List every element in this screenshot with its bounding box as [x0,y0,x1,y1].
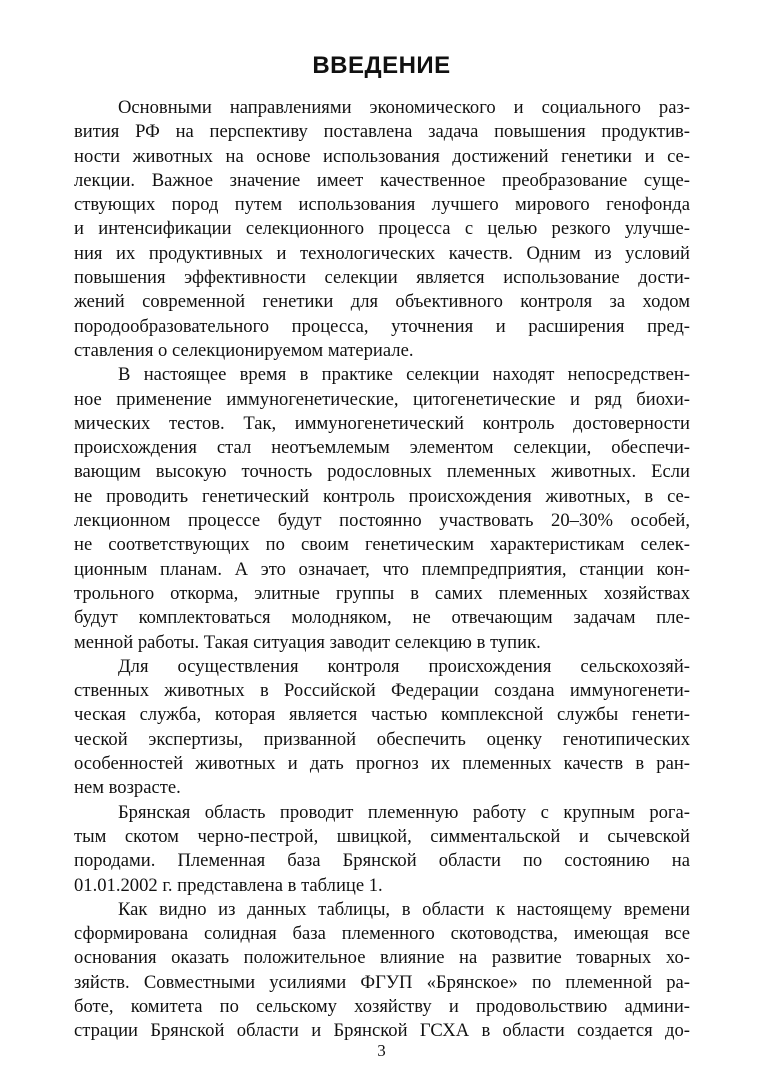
text-line: основания оказать положительное влияние на развитие товарных хо- [74,947,690,969]
text-line: не проводить генетический контроль происхождения животных, в се- [74,485,690,507]
paragraph [74,363,690,655]
text-line: Для осуществления контроля происхождения сельскохозяй- [118,655,690,677]
text-line: ственных животных в Российской Федерации создана иммуногенети- [74,680,690,702]
text-line: ционным планам. А это означает, что племпредприятия, станции кон- [74,558,690,580]
text-line: Как видно из данных таблицы, в области к настоящему времени [118,898,690,920]
page-title: ВВЕДЕНИЕ [312,52,451,79]
text-line: ствующих пород путем использования лучшего мирового генофонда [74,194,690,216]
text-line: ности животных на основе использования достижений генетики и се- [74,145,690,167]
text-line: вития РФ на перспективу поставлена задача повышения продуктив- [74,121,690,143]
text-line: мических тестов. Так, иммуногенетический контроль достоверности [74,412,690,434]
text-line: вающим высокую точность родословных племенных животных. Если [74,461,690,483]
text-line: сформирована солидная база племенного скотоводства, имеющая все [74,923,690,945]
paragraph [74,898,690,1044]
paragraph [74,801,690,898]
text-line: происхождения стал неотъемлемым элементом селекции, обеспечи- [74,437,690,459]
text-line: породообразовательного процесса, уточнения и расширения пред- [74,315,690,337]
text-line: В настоящее время в практике селекции находят непосредствен- [118,364,690,386]
text-line: тым скотом черно-пестрой, швицкой, симментальской и сычевской [74,825,690,847]
text-line: жений современной генетики для объективного контроля за ходом [74,291,690,313]
text-line: породами. Племенная база Брянской области по состоянию на [74,850,690,872]
text-line: не соответствующих по своим генетическим характеристикам селек- [74,534,690,556]
text-line: лекции. Важное значение имеет качественное преобразование суще- [74,169,690,191]
text-line: ставления о селекционируемом материале. [74,339,414,361]
text-line: Брянская область проводит племенную работу с крупным рога- [118,801,690,823]
body-text [74,96,690,1044]
text-line: ческой экспертизы, призванной обеспечить оценку генотипических [74,728,690,750]
paragraph [74,655,690,801]
text-line: ния их продуктивных и технологических качеств. Одним из условий [74,242,690,264]
page-number: 3 [377,1041,386,1060]
text-line: страции Брянской области и Брянской ГСХА в области создается до- [74,1020,690,1042]
text-line: нем возрасте. [74,777,181,799]
text-line: особенностей животных и дать прогноз их племенных качеств в ран- [74,753,690,775]
text-line: ческая служба, которая является частью комплексной службы генети- [74,704,690,726]
text-line: трольного откорма, элитные группы в самих племенных хозяйствах [74,582,690,604]
text-line: лекционном процессе будут постоянно участвовать 20–30% особей, [74,510,690,532]
text-line: боте, комитета по сельскому хозяйству и продовольствию админи- [74,995,690,1017]
text-line: повышения эффективности селекции является использование дости- [74,267,690,289]
paragraph [74,96,690,363]
text-line: и интенсификации селекционного процесса с целью резкого улучше- [74,218,690,240]
text-line: Основными направлениями экономического и социального раз- [118,97,690,118]
text-line: ное применение иммуногенетические, цитогенетические и ряд биохи- [74,388,690,410]
text-line: менной работы. Такая ситуация заводит селекцию в тупик. [74,631,541,653]
text-line: зяйств. Совместными усилиями ФГУП «Брянское» по племенной ра- [74,971,690,993]
text-line: 01.01.2002 г. представлена в таблице 1. [74,874,383,896]
text-line: будут комплектоваться молодняком, не отвечающим задачам пле- [74,607,690,629]
